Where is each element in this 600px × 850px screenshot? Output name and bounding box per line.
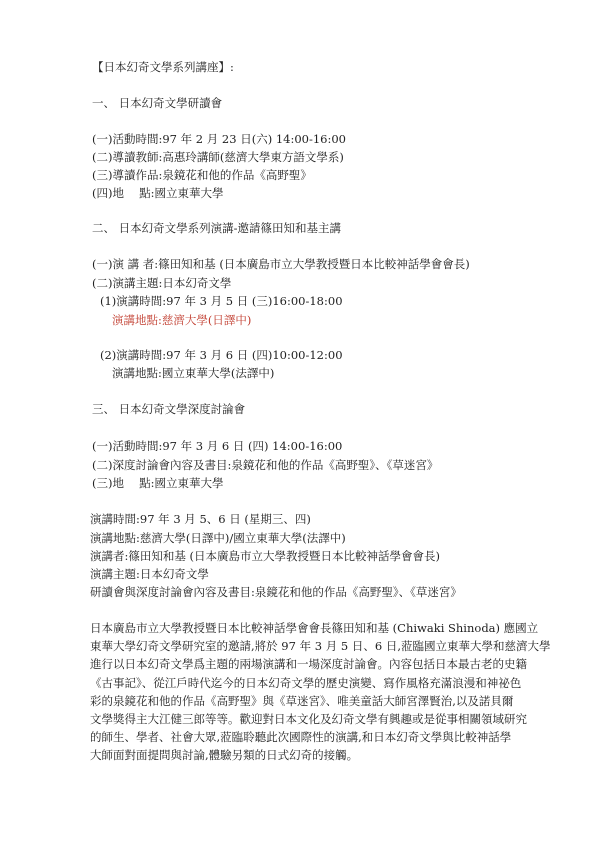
paragraph-line: 日本廣島市立大學教授暨日本比較神話學會會長篠田知和基 (Chiwaki Shinoda) 應國立	[90, 621, 539, 635]
talk-2-time: (2)演講時間:97 年 3 月 6 日 (四)10:00-12:00	[100, 348, 343, 362]
paragraph-line: 進行以日本幻奇文學爲主題的兩場演講和一場深度討論會。內容包括日本最古老的史籍	[90, 657, 527, 671]
section-2-speaker: (一)演 講 者:篠田知和基 (日本廣島市立大學教授暨日本比較神話學會會長)	[92, 257, 470, 271]
paragraph-line: 《古事記》、從江戶時代迄今的日本幻奇文學的歷史演變、寫作風格充滿浪漫和神祕色	[90, 676, 522, 690]
section-2-topic: (二)演講主題:日本幻奇文學	[92, 276, 232, 290]
summary-line: 演講地點:慈濟大學(日譯中)/國立東華大學(法譯中)	[90, 531, 346, 545]
section-3-heading: 三、 日本幻奇文學深度討論會	[92, 402, 246, 416]
section-1-item: (二)導讀教師:高惠玲講師(慈濟大學東方語文學系)	[92, 150, 344, 164]
section-2-heading: 二、 日本幻奇文學系列演講-邀請篠田知和基主講	[92, 221, 342, 235]
talk-2-place: 演講地點:國立東華大學(法譯中)	[112, 366, 275, 380]
summary-line: 研讀會與深度討論會內容及書目:泉鏡花和他的作品《高野聖》、《草迷宮》	[90, 585, 462, 599]
section-1-item: (一)活動時間:97 年 2 月 23 日(六) 14:00-16:00	[92, 132, 347, 146]
paragraph-line: 的師生、學者、社會大眾,蒞臨聆聽此次國際性的演講,和日本幻奇文學與比較神話學	[90, 730, 512, 744]
section-3-item: (一)活動時間:97 年 3 月 6 日 (四) 14:00-16:00	[92, 439, 343, 453]
section-3-item: (三)地 點:國立東華大學	[92, 476, 224, 490]
paragraph-line: 東華大學幻奇文學研究室的邀請,將於 97 年 3 月 5 日、6 日,蒞臨國立東華大學和慈濟大學	[90, 639, 551, 653]
paragraph-line: 文學獎得主大江健三郎等等。歡迎對日本文化及幻奇文學有興趣或是從事相關領域研究	[90, 712, 527, 726]
summary-line: 演講者:篠田知和基 (日本廣島市立大學教授暨日本比較神話學會會長)	[90, 549, 440, 563]
talk-1-place: 演講地點:慈濟大學(日譯中)	[112, 313, 252, 327]
section-1-item: (四)地 點:國立東華大學	[92, 186, 224, 200]
paragraph-line: 彩的泉鏡花和他的作品《高野聖》與《草迷宮》、唯美童話大師宮澤賢治,以及諾貝爾	[90, 694, 514, 708]
summary-line: 演講時間:97 年 3 月 5、6 日 (星期三、四)	[90, 512, 311, 526]
summary-line: 演講主題:日本幻奇文學	[90, 567, 209, 581]
section-1-item: (三)導讀作品:泉鏡花和他的作品《高野聖》	[92, 168, 312, 182]
document-title: 【日本幻奇文學系列講座】:	[92, 60, 234, 74]
section-3-item: (二)深度討論會內容及書目:泉鏡花和他的作品《高野聖》、《草迷宮》	[92, 458, 439, 472]
section-1-heading: 一、 日本幻奇文學研讀會	[92, 96, 223, 110]
talk-1-time: (1)演講時間:97 年 3 月 5 日 (三)16:00-18:00	[100, 294, 343, 308]
paragraph-line: 大師面對面提問與討論,體驗另類的日式幻奇的接觸。	[90, 748, 359, 762]
